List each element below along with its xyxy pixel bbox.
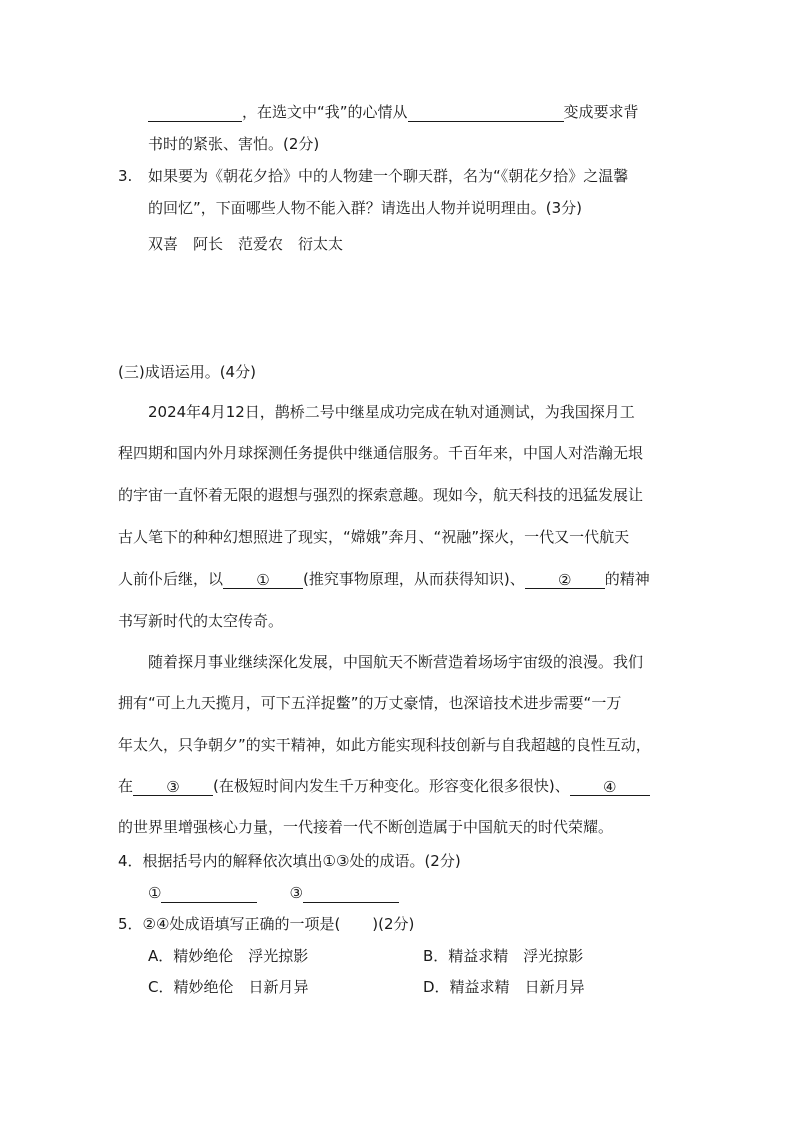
q5-text: 5．②④处成语填写正确的一项是( )(2分) xyxy=(118,915,415,933)
name-item: 衍太太 xyxy=(298,235,344,253)
q3-line-1: 如果要为《朝花夕拾》中的人物建一个聊天群，名为“《朝花夕拾》之温馨 xyxy=(148,167,629,185)
p1-line-6: 书写新时代的太空传奇。 xyxy=(118,612,284,630)
q5-option-a[interactable]: A．精妙绝伦 浮光掠影 xyxy=(148,947,309,965)
q2-line-1 xyxy=(148,102,639,122)
answer-blank-3[interactable] xyxy=(303,884,399,903)
p1-line-2: 程四期和国内外月球探测任务提供中继通信服务。千百年来，中国人对浩瀚无垠 xyxy=(118,444,644,462)
q3-names xyxy=(148,234,343,254)
name-item: 双喜 xyxy=(148,235,179,253)
section-heading: (三)成语运用。(4分) xyxy=(118,363,256,381)
p2-line-5: 的世界里增强核心力量，一代接着一代不断创造属于中国航天的时代荣耀。 xyxy=(118,818,614,836)
idiom-blank-2[interactable]: ② xyxy=(525,570,605,589)
name-item: 范爱农 xyxy=(238,235,284,253)
p2-line-4: 在 ③ (在极短时间内发生千万种变化。形容变化很多很快)、 ④ xyxy=(118,776,650,796)
p1-line-3: 的宇宙一直怀着无限的遐想与强烈的探索意趣。现如今，航天科技的迅猛发展让 xyxy=(118,486,644,504)
p2-line-3: 年太久，只争朝夕”的实干精神，如此方能实现科技创新与自我超越的良性互动， xyxy=(118,736,651,754)
idiom-blank-1[interactable]: ① xyxy=(223,570,303,589)
p1-line-4: 古人笔下的种种幻想照进了现实，“嫦娥”奔月、“祝融”探火，一代又一代航天 xyxy=(118,528,630,546)
q4-label-1: ① xyxy=(148,884,162,902)
q4-answers xyxy=(148,883,399,903)
p1-line-5: 人前仆后继，以 ① (推究事物原理，从而获得知识)、 ② 的精神 xyxy=(118,570,650,589)
q4-label-3: ③ xyxy=(289,884,303,902)
answer-blank[interactable] xyxy=(408,103,564,122)
q2-text-mid: ，在选文中“我”的心情从 xyxy=(242,103,408,121)
idiom-blank-4[interactable]: ④ xyxy=(570,777,650,796)
q5-option-d[interactable]: D．精益求精 日新月异 xyxy=(423,978,585,996)
q3-number: 3. xyxy=(118,167,133,185)
p2-line-2: 拥有“可上九天揽月，可下五洋捉鳖”的万丈豪情，也深谙技术进步需要“一万 xyxy=(118,694,622,712)
answer-blank-1[interactable] xyxy=(161,884,257,903)
q5-option-b[interactable]: B．精益求精 浮光掠影 xyxy=(423,947,584,965)
q2-text-end: 变成要求背 xyxy=(563,103,639,121)
idiom-blank-3[interactable]: ③ xyxy=(133,777,213,796)
q3-line-2: 的回忆”，下面哪些人物不能入群？请选出人物并说明理由。(3分) xyxy=(148,199,583,217)
q2-line-2: 书时的紧张、害怕。(2分) xyxy=(148,135,320,153)
name-item: 阿长 xyxy=(193,235,224,253)
q5-option-c[interactable]: C．精妙绝伦 日新月异 xyxy=(148,978,309,996)
p1-line-1: 2024年4月12日，鹊桥二号中继星成功完成在轨对通测试，为我国探月工 xyxy=(148,403,635,421)
q4-text: 4．根据括号内的解释依次填出①③处的成语。(2分) xyxy=(118,852,461,870)
p2-line-1: 随着探月事业继续深化发展，中国航天不断营造着场场宇宙级的浪漫。我们 xyxy=(148,653,644,671)
answer-blank[interactable] xyxy=(148,103,242,122)
